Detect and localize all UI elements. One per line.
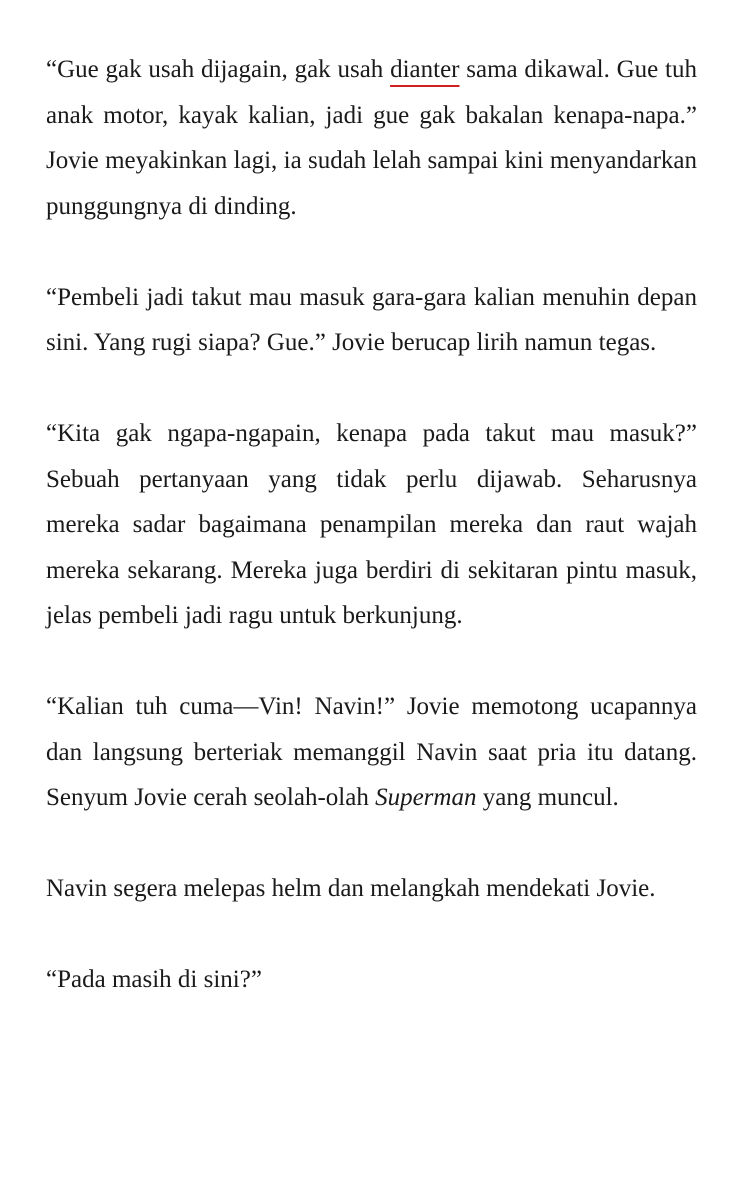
paragraph-4-end: yang muncul. xyxy=(476,784,619,811)
paragraph-2: “Pembeli jadi takut mau masuk gara-gara kalian menuhin depan sini. Yang rugi siapa? Gue.” Jovie berucap lirih namun tegas. xyxy=(46,283,697,356)
paragraph-4 xyxy=(46,684,697,821)
paragraph-1-end: sama dikawal. Gue tuh anak motor, kayak kalian, jadi gue gak bakalan kenapa-napa.” Jovie meyakinkan lagi, ia sudah lelah sampai kini menyandarkan punggungnya di dinding. xyxy=(46,56,697,220)
paragraph-6: “Pada masih di sini?” xyxy=(46,966,262,993)
spellcheck-underlined-word[interactable]: dianter xyxy=(390,56,460,83)
story-text xyxy=(46,47,697,1003)
paragraph-4-start: “Kalian tuh cuma—Vin! Navin!” Jovie memotong ucapannya dan langsung berteriak memanggil Navin saat pria itu datang. Senyum Jovie cerah seolah-olah xyxy=(46,693,697,811)
paragraph-1-start: “Gue gak usah dijagain, gak usah xyxy=(46,56,391,83)
italic-word: Superman xyxy=(375,784,477,811)
paragraph-3: “Kita gak ngapa-ngapain, kenapa pada takut mau masuk?” Sebuah pertanyaan yang tidak perlu dijawab. Seharusnya mereka sadar bagaimana penampilan mereka dan raut wajah mereka sekarang. Mereka juga berdiri di sekitaran pintu masuk, jelas pembeli jadi ragu untuk berkunjung. xyxy=(46,420,697,629)
paragraph-5: Navin segera melepas helm dan melangkah mendekati Jovie. xyxy=(46,875,656,902)
paragraph-1 xyxy=(46,47,697,229)
